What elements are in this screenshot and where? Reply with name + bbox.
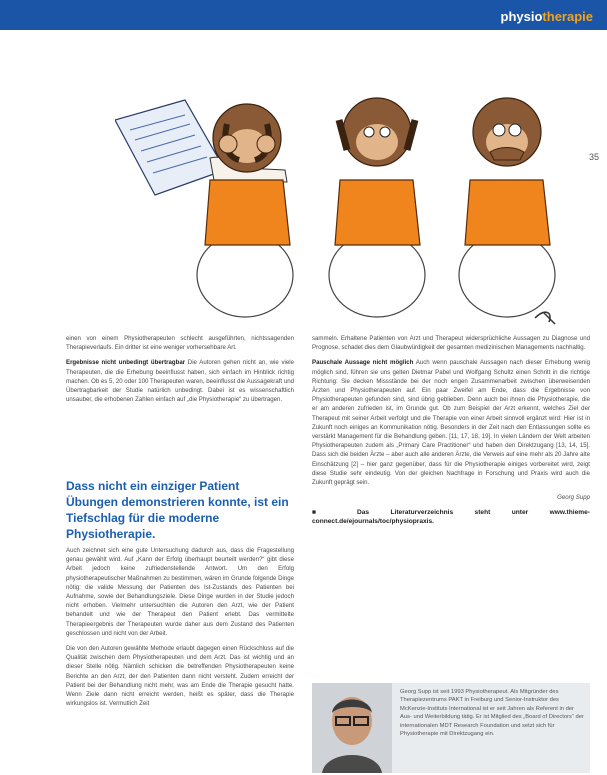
literature-link-text[interactable]: Das Literaturverzeichnis steht unter www.thieme-connect.de/ejournals/toc/physiopraxis. xyxy=(312,509,590,526)
right-paragraph-0: sammeln. Erhaltene Patienten von Arzt und Therapeut widersprüchliche Aussagen zu Diagnose und Prognose, schadet dies dem Glaubwürdigkeit der gesamten medizinischen Managements nachhaltig. xyxy=(312,335,590,352)
three-monkeys-illustration xyxy=(115,60,560,330)
header-bar xyxy=(0,0,607,30)
left-paragraph-1 xyxy=(66,358,294,404)
left-column-bottom xyxy=(66,546,294,714)
author-bio: Georg Supp ist seit 1993 Physiotherapeut. Als Mitgründer des Therapiezentrums PAKT in Freiburg und Senior-Instruktor des McKenzie-Instituts International ist er seit Jahren als Referent in der Aus- und Weiterbildung tätig. Er ist Mitglied des „Board of Directors“ der internationalen MDT Research Foundation und setzt sich für Physiotherapie mit Direktzugang ein. xyxy=(400,689,584,738)
artist-signature-icon xyxy=(535,312,555,324)
monkey-left xyxy=(197,104,293,317)
brand-main: physio xyxy=(500,9,543,24)
left-paragraph-1-text: Die Autoren gehen nicht an, wie viele Therapeuten, die die Erhebung beeinflusst haben, sich einfach im Hinblick richtig machen. Ob es 5, 20 oder 100 Therapeuten waren, beeinflusst die Aussagekraft und Übertragbarkeit der Studie natürlich unbedingt. Dabei ist es wissenschaftlich unsauber, die erhobenen Zahlen einfach auf „die Physiotherapie“ zu übertragen. xyxy=(66,359,294,404)
right-column xyxy=(312,334,590,532)
left-column-top xyxy=(66,334,294,410)
right-paragraph-1 xyxy=(312,358,590,487)
left-paragraph-3: Die von den Autoren gewählte Methode erlaubt dagegen einen Rückschluss auf die Qualität zwischen dem Physiotherapeuten und dem Arzt. Das ist wichtig und an dieser Stelle nötig. Nämlich schicken die betreffenden Physiotherapeuten keine Berichte an den Arzt, der den Patienten dann nicht versteht. Zudem erreicht der Patient bei der Behandlung nicht mehr, was am Ende die Therapie gesucht hatte. Wenn Ziele dann nicht erreicht werden, heißt es später, dass die Therapie wirkungslos ist. Vermutlich Zeit xyxy=(66,645,294,708)
author-photo xyxy=(312,683,392,773)
right-paragraph-1-text: Auch wenn pauschale Aussagen nach dieser Erhebung wenig möglich sind, führen sie uns gelten Dietmar Pabel und Wolfgang Schultz einen Schritt in die richtige Richtung: Sie decken Missstände bei der noch engen Zusammenarbeit zwischen überweisenden Ärzten und Physiotherapeuten auf. Ein paar Zweifel am Ende, dass die Ergebnisse von Physiotherapeuten gefunden sind, sind übrig geblieben. Denn auch bei ihnen die Physiotherapie, die er am anderen zufrieden ist, im Grunde gut. Ob zum Beispiel der Arzt erkennt, welches Ziel der Therapeut mit seiner Arbeit verfolgt und die Therapie von einer Arbeit sinnvoll ergänzt wird: Hier ist in Zukunft noch einiges an Kommunikation nötig. Besonders in der Zeit nach den Entlassungen sollte es verstärkt Management für die Behandlung geben. [11, 17, 18, 19]. In vielen Ländern der Welt arbeiten Physiotherapeuten zudem als „Primary Care Practitioner“ und haben den Direktzugang [13, 14, 15]. Dass sich die beiden Ärzte – aber auch alle anderen Ärzte, die Verweis auf eine mehr als 20 Jahre alte Einschätzung [2] – hier ganz gegenüber, dass für die Physiotherapie einiges vorbereitet wird, zeigt diese Studie sehr eindeutig. Von der gleichen Nachfrage in Forschung und Praxis wird auch die Zukunft geprägt sein. xyxy=(312,359,590,487)
author-signature: Georg Supp xyxy=(557,494,590,502)
right-heading-1: Pauschale Aussage nicht möglich xyxy=(312,359,414,367)
pull-quote: Dass nicht ein einziger Patient Übungen demonstrieren konnte, ist ein Tiefschlag für die moderne Physiotherapie. xyxy=(66,479,289,541)
brand-accent: therapie xyxy=(542,9,593,24)
left-paragraph-2: Auch zeichnet sich eine gute Untersuchung dadurch aus, dass die Fragestellung genau gewählt wird. Auf „Kann der Erfolg überhaupt beurteilt werden?“ gibt diese Arbeit jedoch keine zufriedenstellende Antwort. Um den Erfolg physiotherapeutischer Maßnahmen zu bestimmen, wären im Grunde folgende Dinge nötig: die valide Messung der Patienten des Ist-Zustands des Patienten bei Aufnahme, sowie der Behandlungsziele. Diese Dinge wurden in der Studie jedoch nicht erhoben. Vielmehr untersuchten die Autoren den Arzt, wie der Patient behandelt und wie der Therapeut den Patient erlebt. Das vermittelte Therapieergebnis der Therapeuten wurde daher aus dem Zustand des Patienten geschlossen und nicht von der Arbeit. xyxy=(66,547,294,637)
left-top-paragraph: einen von einem Physiotherapeuten schlecht ausgeführten, nichtssagenden Therapieverlaufs. Ein dritter ist eine weniger vorhersehbare Art. xyxy=(66,335,294,352)
author-box xyxy=(312,683,590,773)
left-heading-1: Ergebnisse nicht unbedingt übertragbar xyxy=(66,359,186,367)
monkey-right xyxy=(459,98,555,317)
page-number: 35 xyxy=(588,152,599,162)
magazine-brand xyxy=(501,9,593,24)
monkey-middle xyxy=(329,98,425,317)
literature-link[interactable]: ■ Das Literaturverzeichnis steht unter www.thieme-connect.de/ejournals/toc/physiopraxis. xyxy=(312,509,590,526)
